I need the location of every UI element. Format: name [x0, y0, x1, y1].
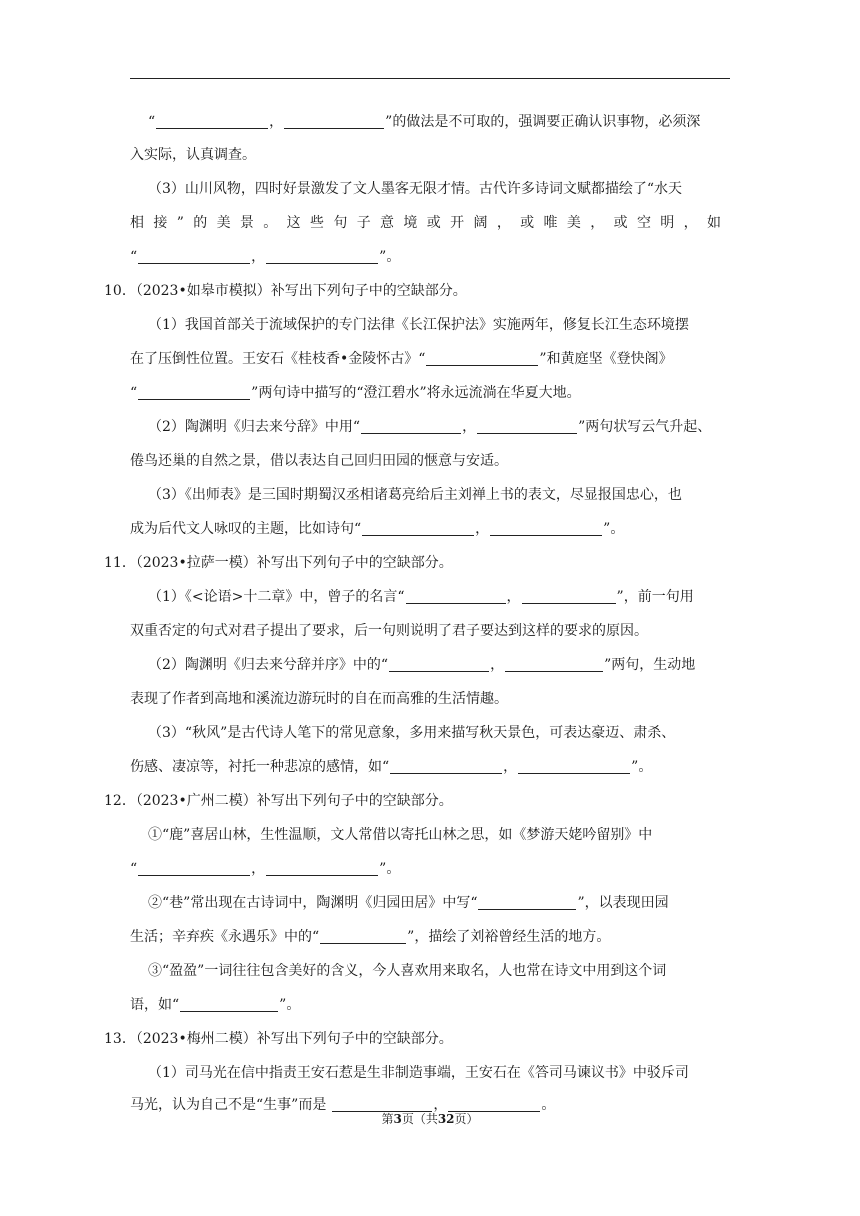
answer-blank[interactable]	[138, 249, 250, 264]
q12-line: ①“鹿”喜居山林，生性温顺，文人常借以寄托山林之思，如《梦游天姥吟留别》中	[148, 827, 653, 843]
answer-blank[interactable]	[522, 589, 616, 604]
q12-line: 语，如“ ”。	[130, 997, 301, 1013]
answer-blank[interactable]	[389, 657, 489, 672]
page-number: 3	[393, 1112, 402, 1126]
q11-line: 伤感、凄凉等，衬托一种悲凉的感情，如“ ， ”。	[130, 759, 653, 775]
answer-blank[interactable]	[362, 521, 474, 536]
q9-line: 入实际，认真调查。	[130, 147, 256, 163]
header-rule	[130, 78, 730, 79]
q10-line: 在了压倒性位置。王安石《桂枝香•金陵怀古》“ ”和黄庭坚《登快阁》	[130, 351, 673, 367]
answer-blank[interactable]	[426, 351, 538, 366]
answer-blank[interactable]	[320, 929, 406, 944]
q10-line: 成为后代文人咏叹的主题，比如诗句“ ， ”。	[130, 521, 625, 537]
total-pages: 32	[437, 1112, 455, 1126]
answer-blank[interactable]	[490, 521, 602, 536]
q9-line: “ ， ”。	[130, 249, 401, 265]
answer-blank[interactable]	[361, 419, 461, 434]
page-footer: 第3页（共32页）	[381, 1112, 479, 1126]
q11-line: （2）陶渊明《归去来兮辞并序》中的“ ， ”两句，生动地	[148, 657, 696, 673]
answer-blank[interactable]	[156, 114, 268, 129]
question-heading: 13．（2023•梅州二模）补写出下列句子中的空缺部分。	[104, 1031, 453, 1047]
answer-blank[interactable]	[266, 861, 378, 876]
answer-blank[interactable]	[266, 249, 378, 264]
answer-blank[interactable]	[284, 114, 384, 129]
answer-blank[interactable]	[518, 759, 630, 774]
q10-line: （1）我国首部关于流域保护的专门法律《长江保护法》实施两年，修复长江生态环境摆	[148, 317, 689, 333]
question-heading: 12．（2023•广州二模）补写出下列句子中的空缺部分。	[104, 793, 453, 809]
q10-line: （3）《出师表》是三国时期蜀汉丞相诸葛亮给后主刘禅上书的表文，尽显报国忠心，也	[148, 487, 682, 503]
answer-blank[interactable]	[505, 657, 603, 672]
q11-line: （1）《<论语>十二章》中，曾子的名言“ ， ”，前一句用	[148, 589, 694, 605]
q13-line: 马光，认为自己不是“生事”而是 ， 。	[130, 1097, 556, 1113]
q10-line: “ ”两句诗中描写的“澄江碧水”将永远流淌在华夏大地。	[130, 385, 581, 401]
q12-line: 生活；辛弃疾《永遇乐》中的“ ”，描绘了刘裕曾经生活的地方。	[130, 929, 611, 945]
q12-line: “ ， ”。	[130, 861, 401, 877]
question-heading: 10．（2023•如皋市模拟）补写出下列句子中的空缺部分。	[104, 283, 467, 299]
q10-line: （2）陶渊明《归去来兮辞》中用“ ， ”两句状写云气升起、	[148, 419, 712, 435]
answer-blank[interactable]	[138, 861, 250, 876]
answer-blank[interactable]	[390, 759, 502, 774]
q9-line: 相接”的美景。这些句子意境或开阔，或唯美，或空明，如	[130, 215, 730, 231]
answer-blank[interactable]	[406, 589, 506, 604]
answer-blank[interactable]	[180, 997, 278, 1012]
q11-line: 表现了作者到高地和溪流边游玩时的自在而高雅的生活情趣。	[130, 691, 508, 707]
q12-line: ②“巷”常出现在古诗词中，陶渊明《归园田居》中写“ ”，以表现田园	[148, 895, 669, 911]
answer-blank[interactable]	[138, 385, 250, 400]
q11-line: 双重否定的句式对君子提出了要求，后一句则说明了君子要达到这样的要求的原因。	[130, 623, 648, 639]
q13-line: （1）司马光在信中指责王安石惹是生非制造事端，王安石在《答司马谏议书》中驳斥司	[148, 1065, 689, 1081]
q9-line: “ ， ”的做法是不可取的，强调要正确认识事物，必须深	[148, 114, 701, 130]
q12-line: ③“盈盈”一词往往包含美好的含义，今人喜欢用来取名，人也常在诗文中用到这个词	[148, 963, 667, 979]
answer-blank[interactable]	[477, 419, 577, 434]
answer-blank[interactable]	[478, 895, 576, 910]
q10-line: 倦鸟还巢的自然之景，借以表达自己回归田园的惬意与安适。	[130, 453, 508, 469]
q9-line: （3）山川风物，四时好景激发了文人墨客无限才情。古代许多诗词文赋都描绘了“水天	[148, 181, 683, 197]
q11-line: （3）“秋风”是古代诗人笔下的常见意象，多用来描写秋天景色，可表达豪迈、肃杀、	[148, 725, 676, 741]
question-heading: 11．（2023•拉萨一模）补写出下列句子中的空缺部分。	[104, 555, 453, 571]
